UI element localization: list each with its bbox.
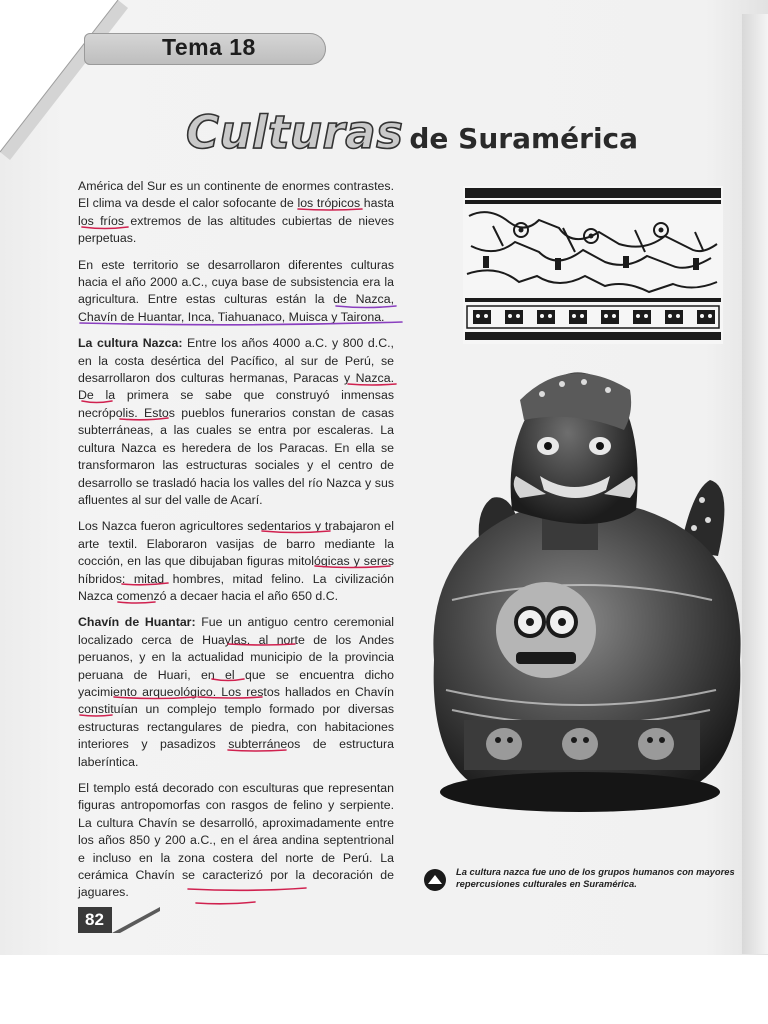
paragraph-nazca-2: Los Nazca fueron agricultores sedentarios y trabajaron el arte textil. Elaboraron vasijas de barro mediante la cocción, en las que dibujaban figuras mitológicas y seres híbridos: mitad hombres, mitad felino. La civilización Nazca comenzó a decaer hacia el año 650 d.C. (78, 519, 394, 603)
chavin-text: Fue un antiguo centro ceremonial localizado cerca de Huaylas, al norte de los Andes peruanos, y en la actualidad municipio de la provincia peruana de Huari, en el que se encuentra dicho yacimiento arqueológico. Los restos hallados en Chavín constituían un complejo templo formado por diversas estructuras rectangulares de piedra, con habitaciones interiores y pasadizos subterráneos de estructura laberíntica. (78, 615, 395, 769)
scan-background (0, 955, 768, 1024)
nazca-ceramic-vessel (412, 360, 748, 830)
topic-label: Tema 18 (162, 34, 256, 60)
paragraph-nazca (78, 335, 394, 509)
chavin-heading: Chavín de Huantar: (78, 615, 196, 630)
article-body (78, 178, 394, 911)
nazca-heading: La cultura Nazca: (78, 336, 183, 351)
folded-corner (0, 0, 130, 160)
caption-marker-icon (423, 868, 447, 892)
paragraph-intro: América del Sur es un continente de enormes contrastes. El clima va desde el calor sofocante de los trópicos hasta los fríos extremos de las altitudes cubiertas de nieves perpetuas. (78, 179, 394, 246)
paragraph-chavin-2: El templo está decorado con esculturas que representan figuras antropomorfas con rasgos de felino y serpiente. La cultura Chavín se desarrolló, aproximadamente entre los años 850 y 200 a.C., en el área andina septentrional e incluso en la zona costera del norte de Perú. La cerámica Chavín se caracterizó por la decoración de jaguares. (78, 781, 394, 900)
paragraph-chavin (78, 614, 394, 771)
title-rest: de Suramérica (409, 122, 639, 155)
figure-caption: La cultura nazca fue uno de los grupos humanos con mayores repercusiones culturales en Suramérica. (456, 866, 735, 889)
title-main: Culturas (186, 106, 404, 159)
paragraph-cultures: En este territorio se desarrollaron diferentes culturas hacia el año 2000 a.C., cuya base de subsistencia era la agricultura. Entre estas culturas están la de Nazca, Chavín de Huantar, Inca, Tiahuanaco, Muisca y Tairona. (78, 257, 394, 324)
page-title (186, 106, 646, 159)
nazca-text: Entre los años 4000 a.C. y 800 d.C., en la costa desértica del Pacífico, al sur de Perú, se desarrollaron dos culturas hermanas, Paracas y Nazca. De la primera se sabe que construyó inmensas necrópolis. Estos pueblos funerarios constan de casas subterráneas, a las cuales se entra por escaleras. La cultura Nazca es heredera de los Paracas. En ella se transformaron las estructuras sociales y el centro de desarrollo se trasladó hacia los valles del río Nazca y sus afluentes al sur del valle de Acarí. (78, 336, 394, 507)
nazca-textile-frieze (463, 186, 723, 344)
page-number: 82 (85, 910, 104, 929)
